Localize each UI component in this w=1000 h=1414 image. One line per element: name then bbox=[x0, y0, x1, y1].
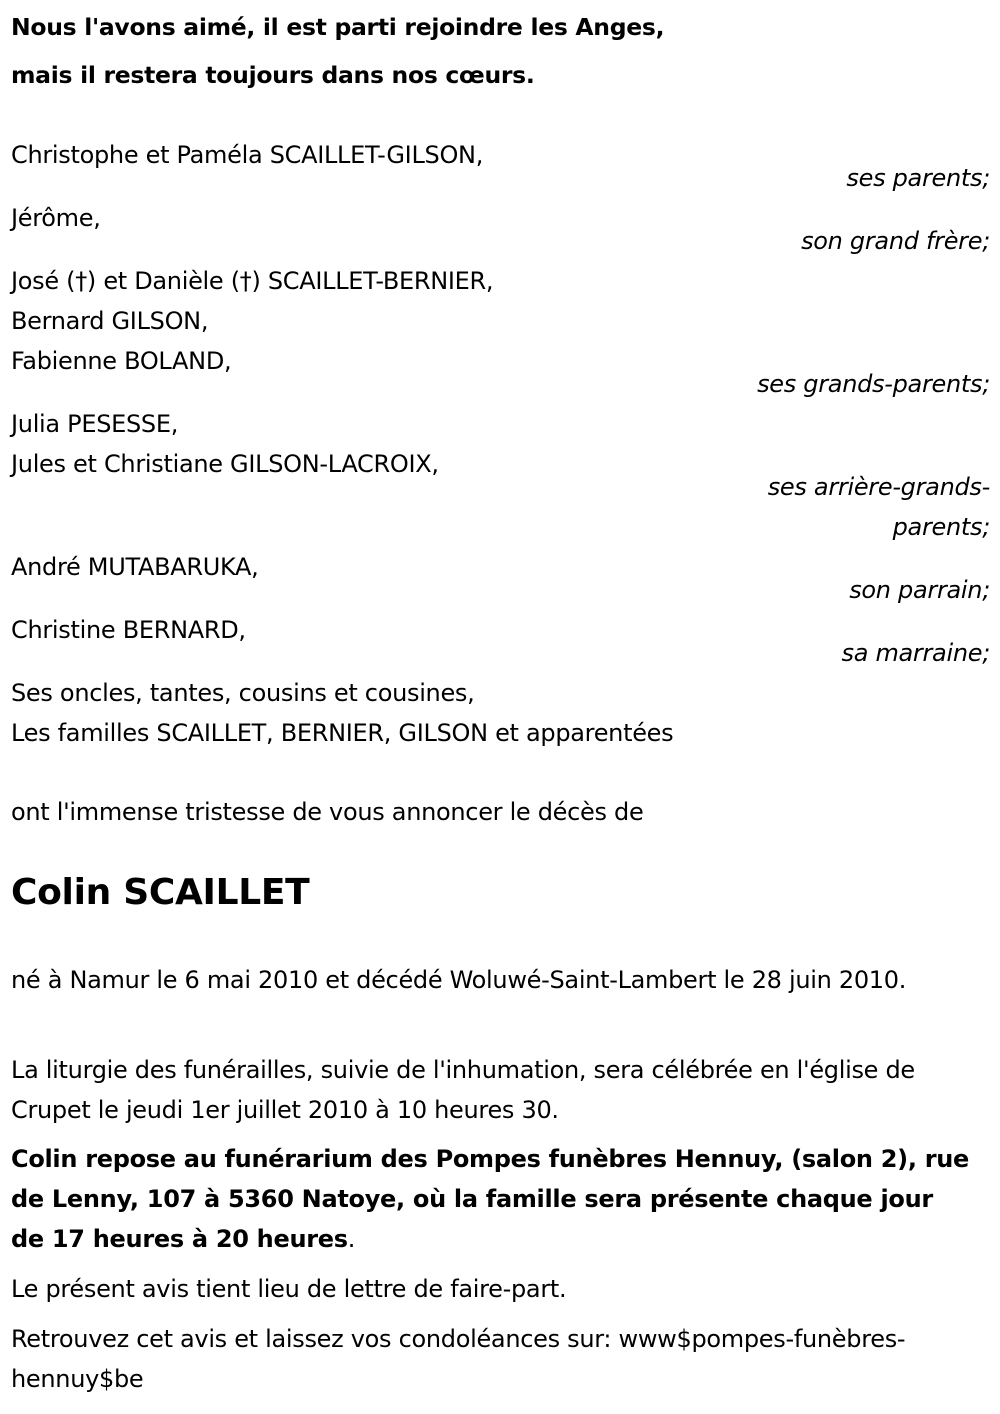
announcement-text: ont l'immense tristesse de vous annoncer le décès de bbox=[11, 798, 644, 826]
family-parents-name: Christophe et Paméla SCAILLET-GILSON, bbox=[11, 141, 484, 169]
family-great-grandparents-name-1: Julia PESESSE, bbox=[11, 410, 179, 438]
condolences-text: Retrouvez cet avis et laissez vos condoléances sur: www$pompes-funèbres-hennuy$be bbox=[11, 1325, 906, 1393]
family-great-grandparents-name-2: Jules et Christiane GILSON-LACROIX, bbox=[11, 450, 439, 478]
intro-line-2: mais il restera toujours dans nos cœurs. bbox=[11, 61, 535, 89]
role-great-grandparents-1: ses arrière-grands- bbox=[767, 473, 990, 501]
viewing-text bbox=[11, 1139, 971, 1259]
intro-line-1: Nous l'avons aimé, il est parti rejoindre les Anges, bbox=[11, 13, 665, 41]
birth-death-text: né à Namur le 6 mai 2010 et décédé Woluwé-Saint-Lambert le 28 juin 2010. bbox=[11, 966, 907, 994]
notice-text: Le présent avis tient lieu de lettre de faire-part. bbox=[11, 1275, 567, 1303]
extended-family-line-2: Les familles SCAILLET, BERNIER, GILSON et apparentées bbox=[11, 719, 674, 747]
role-grandparents: ses grands-parents; bbox=[757, 370, 990, 398]
family-godmother-name: Christine BERNARD, bbox=[11, 616, 246, 644]
family-grandparents-name-2: Bernard GILSON, bbox=[11, 307, 209, 335]
family-grandparents-name-1: José (†) et Danièle (†) SCAILLET-BERNIER, bbox=[11, 267, 494, 295]
role-godmother: sa marraine; bbox=[841, 639, 990, 667]
family-grandparents-name-3: Fabienne BOLAND, bbox=[11, 347, 232, 375]
role-parents: ses parents; bbox=[846, 164, 990, 192]
role-godfather: son parrain; bbox=[849, 576, 990, 604]
extended-family-line-1: Ses oncles, tantes, cousins et cousines, bbox=[11, 679, 475, 707]
family-brother-name: Jérôme, bbox=[11, 204, 101, 232]
funeral-text: La liturgie des funérailles, suivie de l'inhumation, sera célébrée en l'église de Crupet le jeudi 1er juillet 2010 à 10 heures 30. bbox=[11, 1056, 915, 1124]
viewing-text-end: . bbox=[347, 1225, 356, 1253]
deceased-name: Colin SCAILLET bbox=[11, 872, 310, 913]
family-godfather-name: André MUTABARUKA, bbox=[11, 553, 259, 581]
viewing-text-bold: Colin repose au funérarium des Pompes funèbres Hennuy, (salon 2), rue de Lenny, 107 à 5360 Natoye, où la famille sera présente chaque jour de 17 heures à 20 heures bbox=[11, 1145, 969, 1253]
role-brother: son grand frère; bbox=[801, 227, 990, 255]
role-great-grandparents-2: parents; bbox=[892, 513, 990, 541]
